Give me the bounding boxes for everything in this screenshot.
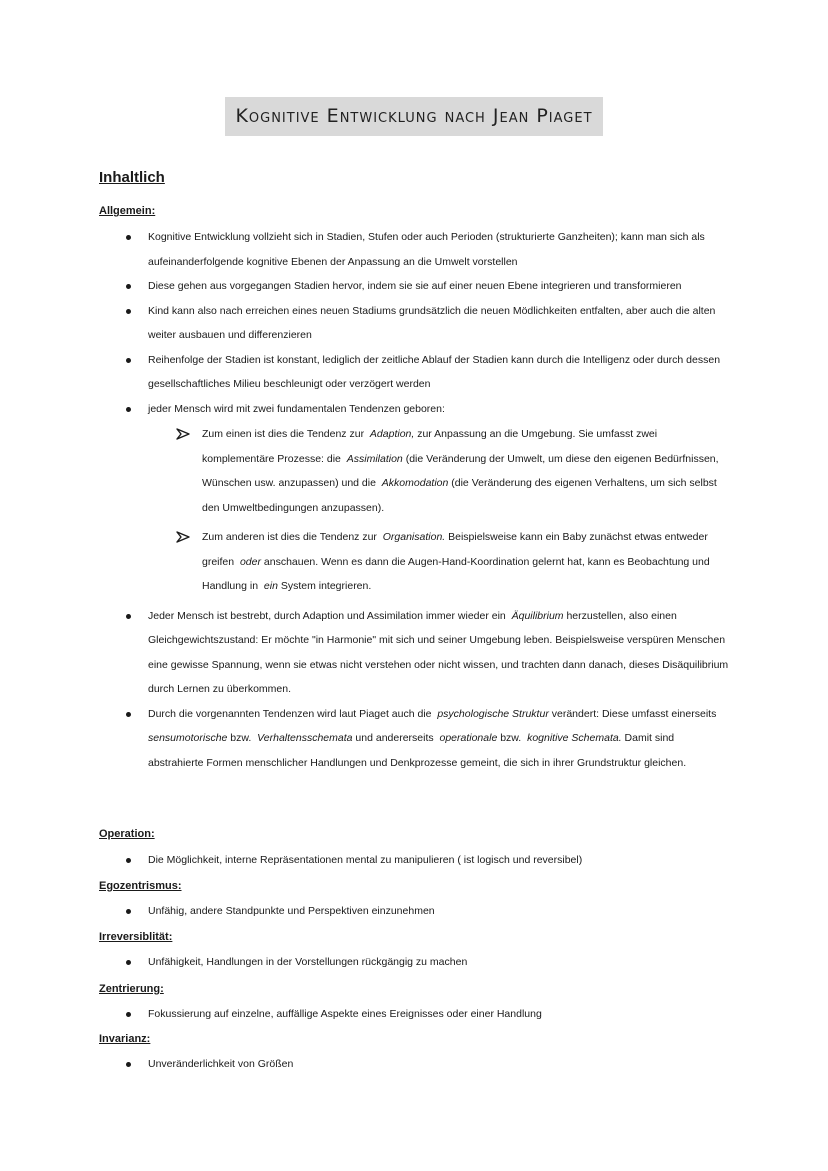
aequilibrium-text-2: herzustellen, also einen Gleichgewichtszustand: Er möchte "in Harmonie" mit sich und seiner Umgebung leben. Beispielsweise verspüren Menschen eine gewisse Spannung, wenn sie etwas nicht verstehen oder nicht wissen, und trachten dann danach, dieses Disäquilibrium durch Lernen zu überkommen. — [148, 609, 729, 695]
assimilation-term: Assimilation — [346, 452, 403, 465]
list-item-organisation — [172, 525, 720, 599]
arrow-bullet-icon — [176, 428, 190, 440]
allgemein-list — [120, 225, 730, 775]
invarianz-list — [120, 1052, 730, 1077]
akkomodation-term: Akkomodation — [381, 477, 449, 489]
aequilibrium-text-1: Jeder Mensch ist bestrebt, durch Adaption und Assimilation immer wieder ein — [148, 609, 506, 622]
sensumotorische-term: sensumotorische — [148, 732, 228, 744]
struktur-text-4: und andererseits — [355, 732, 434, 744]
adaption-term: Adaption, — [369, 428, 415, 440]
struktur-text-1: Durch die vorgenannten Tendenzen wird laut Piaget auch die — [148, 707, 432, 720]
list-item: Unfähig, andere Standpunkte und Perspektiven einzunehmen — [120, 899, 730, 924]
operation-list — [120, 848, 730, 873]
list-item-adaption — [172, 422, 720, 520]
subheading-invarianz: Invarianz: — [99, 1033, 151, 1045]
adaption-text-1: Zum einen ist dies die Tendenz zur — [202, 428, 365, 440]
egozentrismus-list — [120, 899, 730, 924]
operationale-term: operationale — [439, 732, 498, 744]
struktur-text-5: bzw. — [500, 732, 522, 744]
psychologische-struktur-term: psychologische Struktur — [437, 707, 549, 720]
list-item: Diese gehen aus vorgegangen Stadien hervor, indem sie sie auf einer neuen Ebene integrieren und transformieren — [120, 274, 730, 299]
list-item: Fokussierung auf einzelne, auffällige Aspekte eines Ereignisses oder einer Handlung — [120, 1002, 730, 1027]
kognitive-schemata-term: kognitive Schemata. — [527, 732, 622, 744]
list-item: Unfähigkeit, Handlungen in der Vorstellungen rückgängig zu machen — [120, 950, 730, 975]
organisation-text-4: System integrieren. — [280, 580, 372, 592]
organisation-text-1: Zum anderen ist dies die Tendenz zur — [202, 531, 377, 543]
struktur-text-2: verändert: Diese umfasst einerseits — [551, 707, 717, 720]
aequilibrium-term: Äquilibrium — [511, 609, 564, 622]
list-item: Kognitive Entwicklung vollzieht sich in Stadien, Stufen oder auch Perioden (strukturierte Ganzheiten); kann man sich als aufeinanderfolgende kognitive Ebenen der Anpassung an die Umwelt vorstellen — [120, 225, 730, 274]
subheading-operation: Operation: — [99, 828, 155, 840]
list-item: Kind kann also nach erreichen eines neuen Stadiums grundsätzlich die neuen Mödlichkeiten entfalten, aber auch die alten weiter ausbauen und differenzieren — [120, 299, 730, 348]
list-item-aequilibrium — [120, 604, 730, 702]
subheading-egozentrismus: Egozentrismus: — [99, 880, 182, 892]
arrow-bullet-icon — [176, 531, 190, 543]
list-item-struktur — [120, 702, 730, 776]
organisation-term: Organisation. — [382, 531, 446, 543]
adaption-text-2: zur Anpassung an die Umgebung. Sie umfasst zwei komplementäre Prozesse: die — [202, 428, 658, 465]
adaption-text-4: (die Veränderung des eigenen Verhaltens, um sich selbst den Umweltbedingungen anzupassen). — [202, 477, 717, 514]
subheading-irreversibilitaet: Irreversiblität: — [99, 931, 173, 943]
list-item-tendenzen — [120, 397, 730, 599]
struktur-text-6: Damit sind abstrahierte Formen menschlicher Handlungen und Denkprozesse gemeint, die sich in ihrer Grundstruktur gleichen. — [148, 732, 687, 769]
subheading-allgemein: Allgemein: — [99, 205, 156, 217]
list-item: Reihenfolge der Stadien ist konstant, lediglich der zeitliche Ablauf der Stadien kann durch die Intelligenz oder durch dessen gesellschaftliches Milieu beschleunigt oder verzögert werden — [120, 348, 730, 397]
ein-term: ein — [263, 580, 278, 592]
list-item: Die Möglichkeit, interne Repräsentationen mental zu manipulieren ( ist logisch und reversibel) — [120, 848, 730, 873]
tendenzen-intro: jeder Mensch wird mit zwei fundamentalen Tendenzen geboren: — [148, 402, 445, 415]
adaption-text-3: (die Veränderung der Umwelt, um diese den eigenen Bedürfnissen, Wünschen usw. anzupassen) und die — [202, 452, 719, 489]
verhaltensschemata-term: Verhaltensschemata — [257, 732, 353, 744]
zentrierung-list — [120, 1002, 730, 1027]
subheading-zentrierung: Zentrierung: — [99, 983, 164, 995]
oder-term: oder — [239, 555, 261, 568]
page-title: Kognitive Entwicklung nach Jean Piaget — [225, 97, 602, 136]
section-heading-inhaltlich: Inhaltlich — [99, 169, 165, 186]
list-item: Unveränderlichkeit von Größen — [120, 1052, 730, 1077]
tendenzen-list — [172, 422, 720, 599]
struktur-text-3: bzw. — [230, 732, 252, 744]
irreversibilitaet-list — [120, 950, 730, 975]
title-wrapper — [0, 97, 828, 136]
organisation-text-3: anschauen. Wenn es dann die Augen-Hand-Koordination gelernt hat, kann es Beobachtung und Handlung in — [202, 555, 710, 592]
organisation-text-2: Beispielsweise kann ein Baby zunächst etwas entweder greifen — [202, 531, 708, 568]
